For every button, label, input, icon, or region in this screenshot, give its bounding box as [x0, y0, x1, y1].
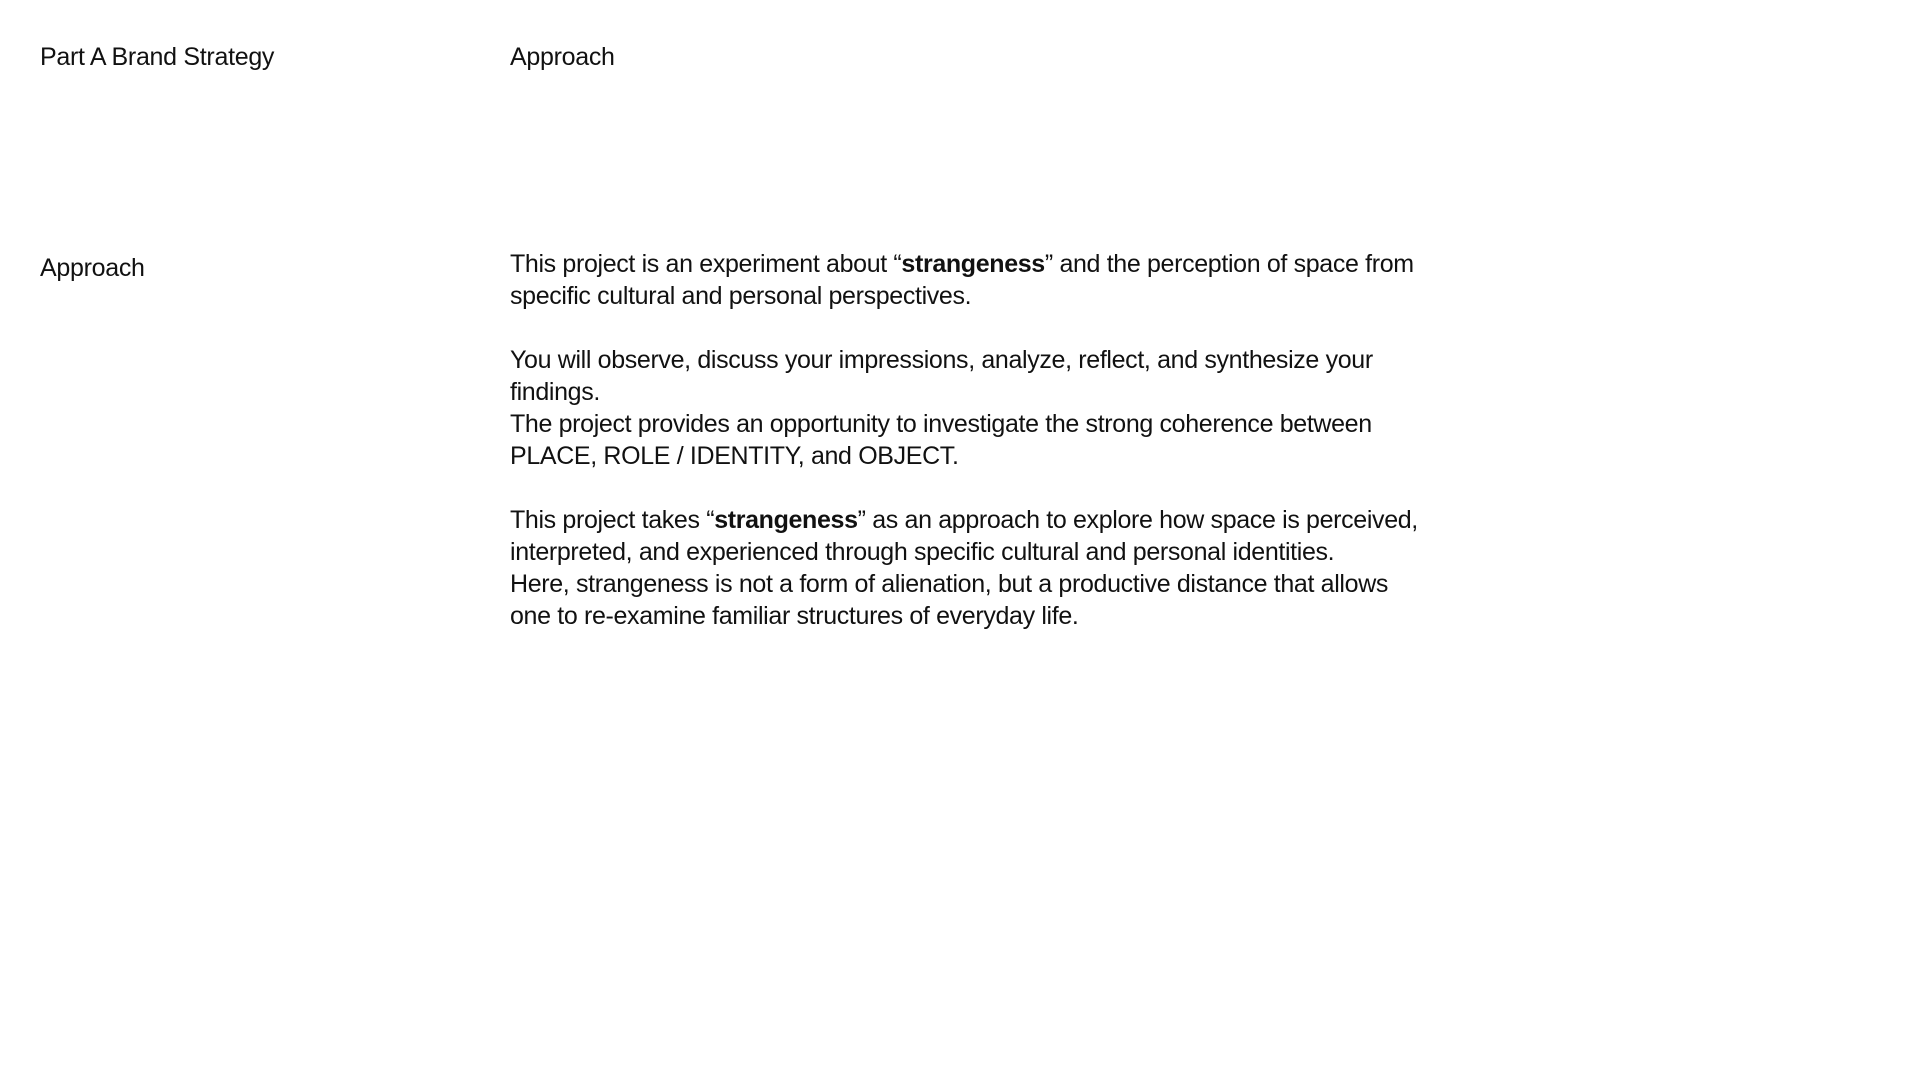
page-title: Approach	[510, 43, 615, 71]
body-text	[510, 248, 1430, 632]
paragraph-5: Here, strangeness is not a form of alienation, but a productive distance that allows one to re-examine familiar structures of everyday life.	[510, 570, 1389, 630]
section-title: Part A Brand Strategy	[40, 43, 275, 71]
paragraph-2: You will observe, discuss your impressions, analyze, reflect, and synthesize your findings.	[510, 346, 1373, 406]
paragraph-1	[510, 248, 1430, 312]
paragraph-4	[510, 504, 1430, 568]
paragraph-1-end: ” and the perception of space from specific cultural and personal perspectives.	[510, 250, 1414, 310]
paragraph-4-emphasis: strangeness	[714, 506, 858, 534]
paragraph-gap	[510, 472, 1430, 504]
paragraph-4-start: This project takes “	[510, 506, 715, 534]
paragraph-1-emphasis: strangeness	[901, 250, 1045, 278]
paragraph-gap	[510, 312, 1430, 344]
paragraph-1-start: This project is an experiment about “	[510, 250, 902, 278]
section-label: Approach	[40, 254, 145, 282]
paragraph-4-end: ” as an approach to explore how space is perceived, interpreted, and experienced through specific cultural and personal identities.	[510, 506, 1418, 566]
paragraph-3: The project provides an opportunity to investigate the strong coherence between PLACE, ROLE / IDENTITY, and OBJECT.	[510, 410, 1372, 470]
